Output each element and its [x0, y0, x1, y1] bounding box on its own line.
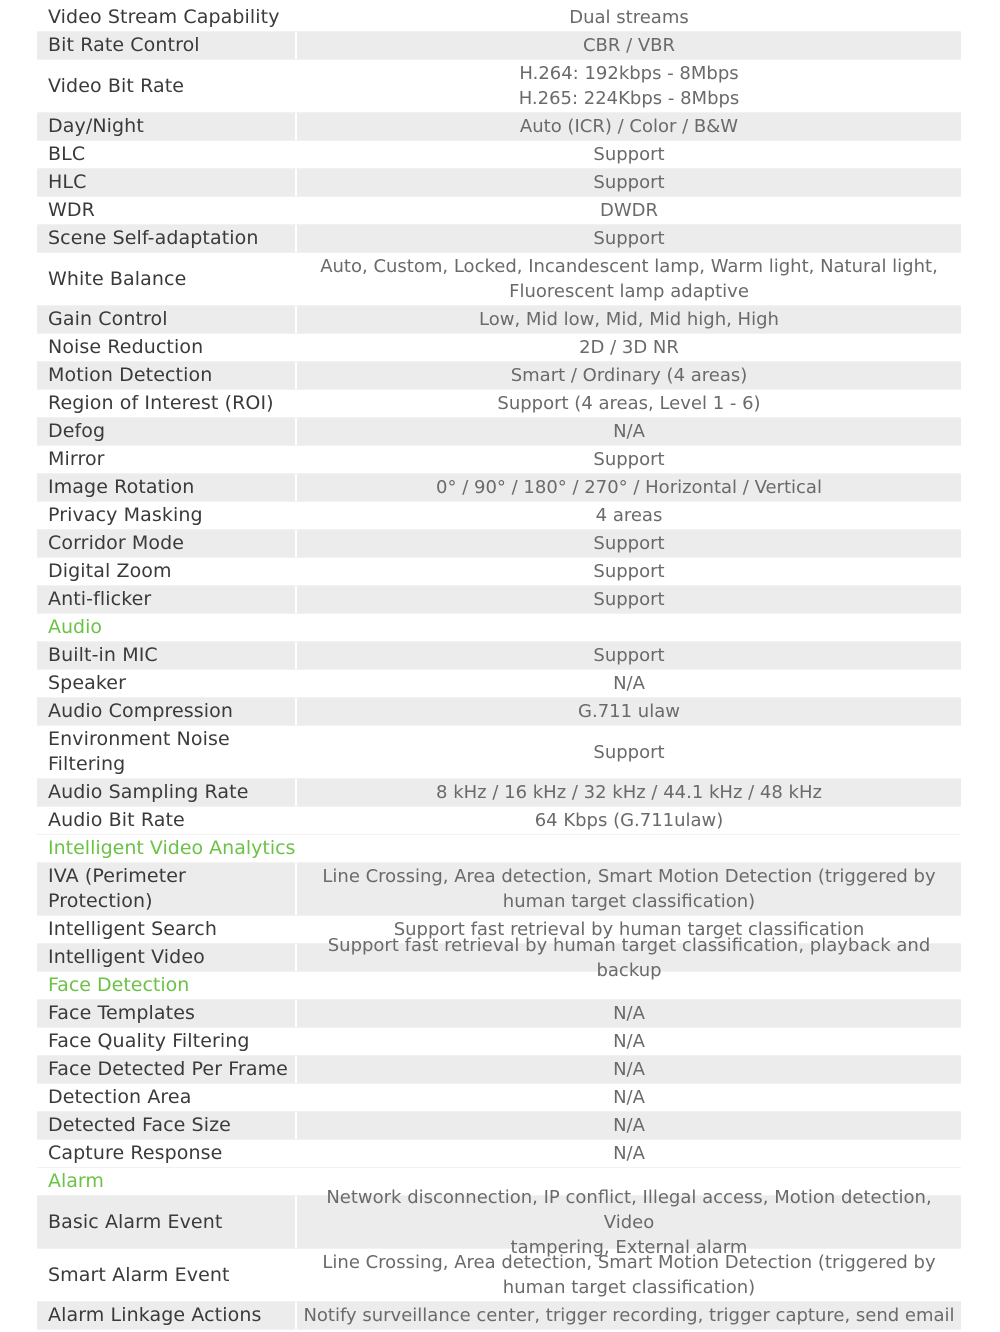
spec-label-text: Defog [48, 420, 106, 442]
spec-row [37, 502, 961, 530]
spec-row [37, 1000, 961, 1028]
spec-value [297, 1000, 961, 1027]
spec-label-text: Privacy Masking [48, 504, 203, 526]
spec-value-text: 8 kHz / 16 kHz / 32 kHz / 44.1 kHz / 48 kHz [436, 782, 822, 803]
spec-row [37, 253, 961, 306]
spec-row [37, 642, 961, 670]
spec-label [37, 141, 297, 168]
section-title: Alarm [48, 1170, 104, 1192]
spec-label [37, 1084, 297, 1111]
spec-label-text: Gain Control [48, 308, 168, 330]
spec-label [37, 32, 297, 59]
spec-value-lines [322, 1250, 935, 1300]
spec-value [297, 1028, 961, 1055]
spec-label [37, 113, 297, 140]
spec-value [297, 779, 961, 806]
spec-label [37, 446, 297, 473]
spec-row [37, 779, 961, 807]
spec-value [297, 32, 961, 59]
spec-label-text: Detection Area [48, 1086, 192, 1108]
spec-label [37, 474, 297, 501]
spec-label-text: Audio Sampling Rate [48, 781, 249, 803]
spec-value-text: Smart / Ordinary (4 areas) [510, 365, 748, 386]
spec-value-text: N/A [613, 1003, 645, 1024]
spec-label [37, 1249, 297, 1301]
spec-value [297, 1140, 961, 1167]
spec-row [37, 362, 961, 390]
spec-value-text: Support [593, 561, 665, 582]
spec-value [297, 934, 961, 981]
spec-label [37, 558, 297, 585]
spec-value-text: DWDR [599, 200, 659, 221]
spec-value-text: 4 areas [595, 505, 663, 526]
spec-value-text: N/A [613, 1059, 645, 1080]
spec-label [37, 726, 297, 778]
spec-label-text: Day/Night [48, 115, 144, 137]
spec-label [37, 1140, 297, 1167]
spec-row [37, 934, 961, 981]
spec-value-line: Fluorescent lamp adaptive [509, 281, 749, 302]
spec-label [37, 1028, 297, 1055]
spec-value-lines [320, 254, 938, 304]
spec-value [297, 586, 961, 613]
spec-value [297, 807, 961, 834]
spec-value [297, 1084, 961, 1111]
spec-label-text: WDR [48, 199, 95, 221]
spec-row [37, 474, 961, 502]
spec-label-text: Digital Zoom [48, 560, 172, 582]
spec-value-text: G.711 ulaw [578, 701, 680, 722]
spec-label [37, 916, 297, 943]
spec-row [37, 530, 961, 558]
spec-value-text: N/A [613, 421, 645, 442]
spec-value [297, 530, 961, 557]
spec-row [37, 4, 961, 32]
spec-value [297, 197, 961, 224]
spec-row [37, 418, 961, 446]
spec-value-text: 64 Kbps (G.711ulaw) [534, 810, 724, 831]
spec-label [37, 60, 297, 112]
spec-label-text: Alarm Linkage Actions [48, 1304, 262, 1326]
spec-value [297, 113, 961, 140]
spec-value [297, 4, 961, 31]
spec-value-text: Dual streams [569, 7, 689, 28]
section-title: Audio [48, 616, 103, 638]
spec-label [37, 253, 297, 305]
spec-value-text: 0° / 90° / 180° / 270° / Horizontal / Vertical [436, 477, 822, 498]
spec-label [37, 1196, 297, 1248]
spec-table [37, 4, 961, 1330]
spec-label-line: Environment Noise [48, 728, 230, 750]
spec-value-text: Support [593, 741, 665, 763]
spec-label [37, 1302, 297, 1329]
spec-row [37, 670, 961, 698]
spec-value-line: H.264: 192kbps - 8Mbps [519, 63, 739, 84]
spec-value-line: Auto, Custom, Locked, Incandescent lamp, Warm light, Natural light, [320, 256, 938, 277]
spec-label-text: Intelligent Search [48, 918, 217, 940]
spec-value-line: human target classification) [502, 1277, 756, 1298]
spec-label [37, 670, 297, 697]
section-header [37, 614, 961, 642]
spec-value [297, 225, 961, 252]
spec-value-text: Support (4 areas, Level 1 - 6) [497, 393, 761, 414]
spec-row [37, 446, 961, 474]
spec-label-text: Mirror [48, 448, 105, 470]
spec-value-text: Auto (ICR) / Color / B&W [519, 116, 739, 137]
spec-value-text: N/A [613, 673, 645, 694]
spec-value-line: Line Crossing, Area detection, Smart Motion Detection (triggered by [322, 866, 936, 887]
spec-label-text: Noise Reduction [48, 336, 204, 358]
spec-value [297, 390, 961, 417]
spec-row [37, 1140, 961, 1168]
spec-value-lines [322, 864, 935, 914]
spec-label [37, 807, 297, 834]
spec-value-text: Notify surveillance center, trigger recording, trigger capture, send email [303, 1305, 955, 1326]
spec-label-text: Basic Alarm Event [48, 1210, 223, 1233]
spec-value [297, 474, 961, 501]
spec-row [37, 225, 961, 253]
spec-value-text: N/A [613, 1143, 645, 1164]
spec-label [37, 1112, 297, 1139]
spec-value-text: Support [593, 144, 665, 165]
spec-label-text: Region of Interest (ROI) [48, 392, 274, 414]
spec-label-text: Anti-flicker [48, 588, 152, 610]
spec-value-text: N/A [613, 1087, 645, 1108]
spec-value-text: CBR / VBR [582, 35, 676, 56]
spec-row [37, 586, 961, 614]
spec-value [297, 60, 961, 112]
spec-row [37, 306, 961, 334]
spec-row [37, 334, 961, 362]
spec-row [37, 1028, 961, 1056]
spec-row [37, 1186, 961, 1258]
spec-label-text: Intelligent Video [48, 946, 205, 968]
spec-value [297, 642, 961, 669]
spec-label-text: IVA (Perimeter Protection) [48, 865, 186, 912]
spec-value [297, 334, 961, 361]
spec-label-text: Face Quality Filtering [48, 1030, 250, 1052]
spec-value [297, 1056, 961, 1083]
spec-value [297, 1249, 961, 1301]
spec-label [37, 418, 297, 445]
spec-value-text: Low, Mid low, Mid, Mid high, High [479, 309, 779, 330]
spec-label-text: Video Stream Capability [48, 6, 280, 28]
spec-value [297, 418, 961, 445]
spec-row [37, 1112, 961, 1140]
spec-row [37, 197, 961, 225]
spec-value-text: Support [593, 449, 665, 470]
spec-value-lines [519, 61, 740, 111]
spec-label [37, 334, 297, 361]
spec-label-text: Face Templates [48, 1002, 195, 1024]
spec-row [37, 113, 961, 141]
spec-label [37, 4, 297, 31]
spec-label [37, 225, 297, 252]
spec-label-text: Motion Detection [48, 364, 213, 386]
spec-value [297, 141, 961, 168]
spec-label-text: Scene Self-adaptation [48, 227, 259, 249]
spec-label-text: BLC [48, 143, 86, 165]
spec-value-text: Support [593, 172, 665, 193]
spec-label-text: Image Rotation [48, 476, 195, 498]
spec-value-text: Support [593, 533, 665, 554]
spec-value [297, 1186, 961, 1258]
spec-row [37, 169, 961, 197]
spec-value-text: N/A [613, 1031, 645, 1052]
spec-label-text: Built-in MIC [48, 644, 158, 666]
spec-label [37, 586, 297, 613]
spec-label [37, 944, 297, 971]
spec-row [37, 863, 961, 916]
spec-label [37, 530, 297, 557]
spec-value-text: N/A [613, 1115, 645, 1136]
spec-label-text: Audio Bit Rate [48, 809, 185, 831]
spec-value [297, 446, 961, 473]
spec-label [37, 779, 297, 806]
spec-row [37, 807, 961, 835]
spec-label-text: HLC [48, 171, 87, 193]
spec-value-text: Support fast retrieval by human target classification [393, 919, 865, 940]
spec-row [37, 141, 961, 169]
spec-value [297, 670, 961, 697]
spec-value-text: Support [593, 228, 665, 249]
spec-value [297, 1112, 961, 1139]
spec-value [297, 1302, 961, 1329]
spec-value-line: H.265: 224Kbps - 8Mbps [518, 88, 740, 109]
spec-row [37, 1056, 961, 1084]
spec-row [37, 390, 961, 418]
spec-label [37, 1000, 297, 1027]
spec-row [37, 698, 961, 726]
spec-value-line: human target classification) [502, 891, 756, 912]
spec-value-line: tampering, External alarm [510, 1236, 748, 1258]
spec-label-text: Face Detected Per Frame [48, 1058, 288, 1080]
spec-value [297, 306, 961, 333]
spec-row [37, 558, 961, 586]
spec-label-text: Bit Rate Control [48, 34, 200, 56]
spec-value [297, 169, 961, 196]
spec-label-text: White Balance [48, 267, 187, 290]
spec-value [297, 726, 961, 778]
spec-label-lines [48, 727, 230, 777]
spec-value [297, 698, 961, 725]
spec-label-text: Corridor Mode [48, 532, 185, 554]
spec-label [37, 863, 297, 915]
spec-value-text: Support fast retrieval by human target classification, playback and backup [327, 934, 931, 981]
spec-label [37, 169, 297, 196]
spec-label [37, 197, 297, 224]
spec-label [37, 698, 297, 725]
spec-label [37, 502, 297, 529]
spec-label-text: Detected Face Size [48, 1114, 231, 1136]
spec-value-line: Network disconnection, IP conflict, Illegal access, Motion detection, Video [326, 1186, 932, 1233]
spec-label [37, 362, 297, 389]
section-title: Intelligent Video Analytics [48, 837, 296, 859]
spec-value [297, 863, 961, 915]
spec-label-text: Speaker [48, 672, 126, 694]
spec-row [37, 1249, 961, 1302]
spec-label [37, 306, 297, 333]
spec-value-text: 2D / 3D NR [579, 337, 679, 358]
spec-value [297, 558, 961, 585]
spec-label-text: Audio Compression [48, 700, 234, 722]
spec-value [297, 502, 961, 529]
spec-value-text: Support [593, 645, 665, 666]
spec-row [37, 1302, 961, 1330]
spec-row [37, 32, 961, 60]
spec-value [297, 362, 961, 389]
spec-label-text: Capture Response [48, 1142, 223, 1164]
spec-label [37, 390, 297, 417]
spec-label [37, 1056, 297, 1083]
section-title: Face Detection [48, 974, 190, 996]
spec-row [37, 726, 961, 779]
spec-label-text: Video Bit Rate [48, 74, 185, 97]
spec-label-line: Filtering [48, 753, 126, 775]
spec-value-text: Support [593, 589, 665, 610]
spec-row [37, 1084, 961, 1112]
spec-value-line: Line Crossing, Area detection, Smart Motion Detection (triggered by [322, 1252, 936, 1273]
spec-label-text: Smart Alarm Event [48, 1263, 230, 1286]
spec-value [297, 253, 961, 305]
spec-row [37, 60, 961, 113]
section-header [37, 835, 961, 863]
spec-label [37, 642, 297, 669]
